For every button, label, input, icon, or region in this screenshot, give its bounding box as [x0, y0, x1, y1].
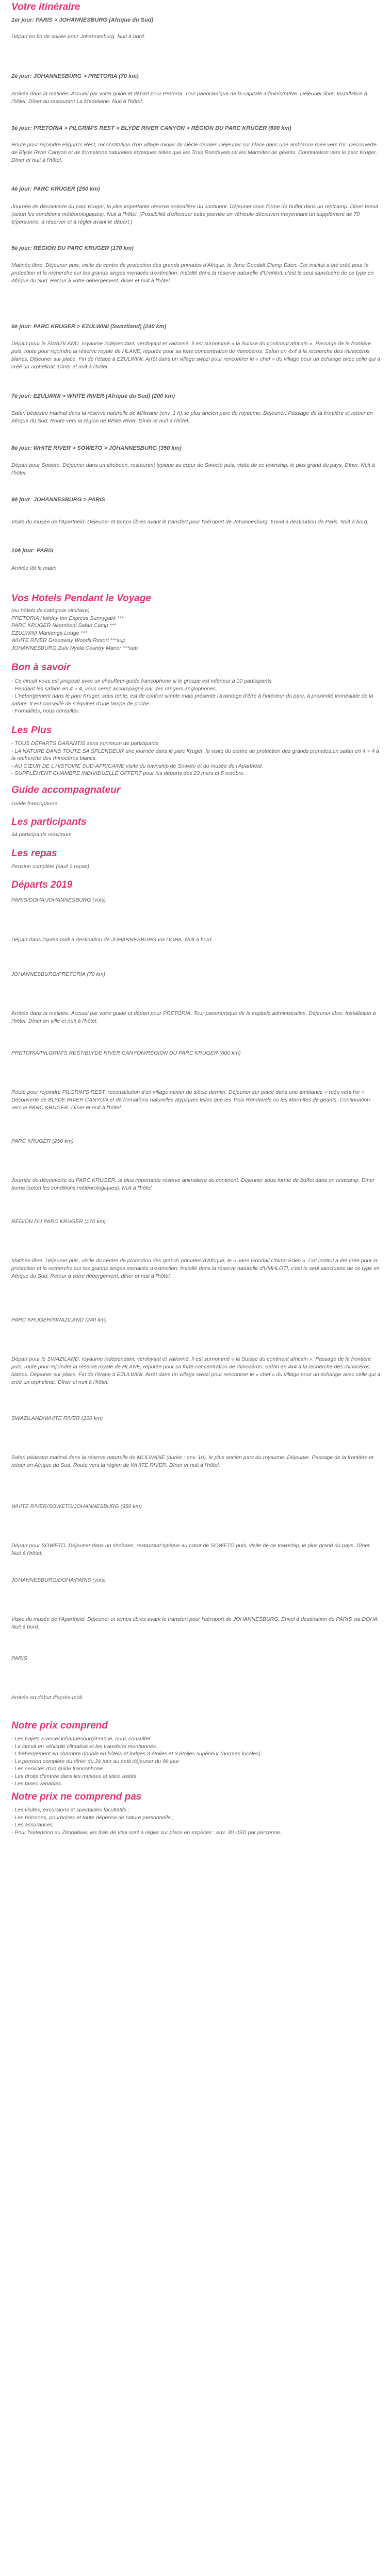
day-title: 9è jour: JOHANNESBURG > PARIS [11, 497, 105, 503]
day-title: 6è jour: PARC KRUGER > EZULWINI (Swaziland) (240 km) [11, 324, 167, 330]
hotels-note: (ou hôtels de catégorie similaire) [11, 607, 90, 614]
list-item: - Les visites, excursions et spectacles facultatifs ; [11, 1807, 129, 1813]
participants-text: 34 participants maximum [11, 832, 72, 838]
departure-entry-title: PARC KRUGER/SWAZILAND (240 km) [11, 1317, 107, 1323]
day-text: Journée de découverte du parc Kruger, la plus importante réserve animalière du continent. Déjeuner sous forme de buffet dans un restcamp. Dîner boma (selon les conditions météorologiques). Nuit à l'hôtel. (Possibilité d'effectuer cette journée en véhicule découvert moyennant un supplément de 70 €/personne, à réserver et à régler avant le départ.) [11, 204, 379, 225]
list-item: - Pendant les safaris en 4 × 4, vous serez accompagné par des rangers anglophones. [11, 685, 217, 692]
day-title: 8è jour: WHITE RIVER > SOWETO > JOHANNESBURG (350 km) [11, 445, 182, 451]
day-text: Safari pédestre matinal dans la réserve naturelle de Mlilwane (env. 1 h), le plus ancien parc du royaume. Déjeuner. Passage de la frontière et retour en Afrique du Sud. Route vers la région de White River. Dîner et nuit à l'hôtel. [11, 410, 373, 424]
extras-list [11, 740, 381, 777]
list-item: - L'hébergement dans le parc Kruger, sous tente, est de confort simple mais présente l'avantage d'être à l'intérieur du parc, à proximité immédiate de la nature. Il est conseillé de s'équiper d'une lampe de poche. [11, 693, 373, 707]
list-item: - Les assurances. [11, 1822, 54, 1828]
day-title: 7è jour: EZULWINI > WHITE RIVER (Afrique du Sud) (200 km) [11, 393, 175, 399]
departure-entry-text: Safari pédestre matinal dans la réserve naturelle de MLILWANE (durée : env. 1h), le plus ancien parc du royaume. Déjeuner. Passage de la frontière et retour en Afrique du Sud. Route vers la région de WHITE RIVER. Dîner et nuit à l'hôtel. [11, 1454, 374, 1468]
departure-entry-text: Arrivée en début d'après-midi. [11, 1694, 84, 1701]
day-text: Arrivée tôt le matin. [11, 565, 58, 571]
list-item: - Formalités, nous consulter. [11, 708, 80, 714]
guide-title: Guide accompagnateur [11, 785, 121, 795]
departure-entry-title: JOHANNESBURG/PRETORIA (70 km) [11, 971, 106, 977]
list-item: - L'hébergement en chambre double en hôtels et lodges 3 étoiles et 3 étoiles supérieur (normes locales). [11, 1751, 262, 1757]
day-text: Route pour rejoindre Pilgrim's Rest, reconstitution d'un village minier du siècle dernier. Déjeuner sur place dans une ambiance ruée vers l'or. Découverte de Blyde River Canyon et de formations naturelles atypiques telles que les Trois Rondavels ou les Marmites de géants. Continuation vers le parc Kruger. Dîner et nuit à l'hôtel. [11, 142, 378, 163]
departure-entry-text: Matinée libre. Déjeuner puis, visite du centre de protection des grands primates d'Afrique, le « Jane Goodall Chimp Eden ». Cet institut a été créé pour la protection et la recherche sur les grands singes menacés d'extinction. Installé dans la réserve naturelle d'UMHLOTI, c'est le seul sanctuaire de ce type en Afrique du Sud. Retour à votre hébergement, dîner et nuit à l'hôtel. [11, 1258, 380, 1279]
departure-entry-title: RÉGION DU PARC KRUGER (170 km) [11, 1218, 106, 1225]
day-title: 4è jour: PARC KRUGER (250 km) [11, 186, 100, 192]
hotels-list [11, 607, 381, 652]
departure-entry-title: PARIS/DOHA/JOHANNESBURG (vols) [11, 897, 106, 903]
departure-entry-text: Arrivée dans la matinée. Accueil par votre guide et départ pour PRETORIA. Tour panoramique de la capitale administrative. Déjeuner libre. Installation à l'hôtel. Dîner en ville et nuit à l'hôtel. [11, 1010, 376, 1024]
included-list [11, 1735, 381, 1788]
meals-text: Pension complète (sauf 2 repas) [11, 863, 90, 870]
hotel-item: EZULWINI Mantenga Lodge *** [11, 630, 87, 636]
guide-text: Guide francophone [11, 801, 58, 807]
hotel-item: PARC KRUGER Nkambeni Safari Camp *** [11, 622, 116, 629]
list-item: - Les trajets France/Johannesburg/France, nous consulter. [11, 1736, 152, 1742]
day-title: 5è jour: RÉGION DU PARC KRUGER (170 km) [11, 245, 134, 251]
not-included-title: Notre prix ne comprend pas [11, 1791, 142, 1802]
day-text: Arrivée dans la matinée. Accueil par votre guide et départ pour Pretoria. Tour panoramique de la capitale administrative. Déjeuner libre. Installation à l'hôtel. Dîner au restaurant La Madeleine. Nuit à l'hôtel. [11, 91, 367, 105]
hotels-title: Vos Hotels Pendant le Voyage [11, 593, 152, 604]
day-text: Visite du musée de l'Apartheid. Déjeuner et temps libres avant le transfert pour l'aéroport de Johannesburg. Envol à destination de Paris. Nuit à bord. [11, 519, 369, 525]
day-title: 10è jour: PARIS [11, 548, 54, 554]
list-item: - TOUS DÉPARTS GARANTIS sans minimum de participants [11, 740, 159, 747]
departure-entry-title: WHITE RIVER/SOWETO/JOHANNESBURG (350 km) [11, 1503, 142, 1510]
day-title: 2è jour: JOHANNESBURG > PRETORIA (70 km) [11, 73, 139, 79]
hotel-item: JOHANNESBURG Zulu Nyala Country Manor ***sup [11, 645, 138, 651]
list-item: - Pour l'extension au Zimbabwe, les frais de visa sont à régler sur place en espèces : env. 30 USD par personne. [11, 1829, 282, 1836]
list-item: - AU CŒUR DE L'HISTOIRE SUD-AFRICAINE visite du township de Soweto et du musée de l'Apartheid. [11, 762, 263, 769]
day-title: 1er jour: PARIS > JOHANNESBURG (Afrique du Sud) [11, 17, 154, 23]
good-to-know-list [11, 677, 381, 715]
list-item: - Les taxes variables. [11, 1781, 63, 1787]
departure-entry-title: PARC KRUGER (250 km) [11, 1138, 74, 1144]
extras-title: Les Plus [11, 725, 52, 736]
departure-entry-text: Départ pour SOWETO. Déjeuner dans un shebeen, restaurant typique au cœur de SOWETO puis, visite de ce township, le plus grand du pays. Dîner. Nuit à l'hôtel. [11, 1543, 371, 1556]
day-title: 3è jour: PRETORIA > PILGRIM'S REST > BLYDE RIVER CANYON > RÉGION DU PARC KRUGER (600 km) [11, 125, 291, 131]
itinerary-title: Votre itinéraire [11, 2, 80, 12]
departure-entry-text: Route pour rejoindre PILGRIM'S REST, reconstitution d'un village minier du siècle dernier. Déjeuner sur place dans une ambiance « ruée vers l'or ». Découverte de BLYDE RIVER CANYON et de formations naturelles atypiques telles que les Trois Rondavels ou les Marmites de géants. Continuation vers le PARC KRUGER. Dîner et nuit à l'hôtel. [11, 1089, 370, 1111]
list-item: - Ce circuit vous est proposé avec un chauffeur-guide francophone si le groupe est inférieur à 10 participants [11, 678, 272, 684]
departures-title: Départs 2019 [11, 879, 73, 890]
departure-entry-title: PARIS [11, 1655, 27, 1662]
meals-title: Les repas [11, 848, 57, 859]
departure-entry-text: Journée de découverte du PARC KRUGER, la plus importante réserve animalière du continent. Déjeuner sous forme de buffet dans un restcamp. Dîner boma (selon les conditions météorologiques). Nuit à l'hôtel. [11, 1177, 375, 1191]
list-item: - SUPPLÉMENT CHAMBRE INDIVIDUELLE OFFERT pour les départs des 23 mars et 5 octobre. [11, 770, 245, 776]
departure-entry-text: Départ pour le SWAZILAND, royaume indépendant, verdoyant et vallonné, il est surnommé « la Suisse du continent africain ». Passage de la frontière puis, route pour rejoindre la réserve royale de HLANE, réputée pour sa forte concentration de rhinocéros. Safari en 4x4 à la recherche des rhinocéros blancs. Déjeuner sur place. Fin de l'étape à EZULWINI. Arrêt dans un village swazi pour rencontrer le « chef » du village pour un échange avec celle qui a créé un orphelinat. Dîner et nuit à l'hôtel. [11, 1356, 381, 1385]
good-to-know-title: Bon à savoir [11, 662, 71, 673]
hotel-item: WHITE RIVER Greenway Woods Resort ***sup [11, 637, 126, 643]
list-item: - Les droits d'entrée dans les musées et sites visités. [11, 1773, 138, 1780]
departure-entry-title: SWAZILAND/WHITE RIVER (200 km) [11, 1415, 103, 1421]
day-text: Matinée libre. Déjeuner puis, visite du centre de protection des grands primates d'Afrique, le Jane Goodall Chimp Eden. Cet institut a été créé pour la protection et la recherche sur les grands singes menacés d'extinction. Installé dans la réserve naturelle d'Umhloti, c'est le seul sanctuaire de ce type en Afrique du Sud. Retour à votre hébergement, dîner et nuit à l'hôtel. [11, 262, 374, 284]
not-included-list [11, 1806, 381, 1836]
hotel-item: PRETORIA Holiday Inn Express Sunnypark *** [11, 615, 124, 621]
list-item: - Le circuit en véhicule climatisé et les transferts mentionnés. [11, 1743, 158, 1750]
list-item: - Les services d'un guide francophone. [11, 1766, 105, 1772]
included-title: Notre prix comprend [11, 1720, 108, 1731]
departure-entry-text: Visite du musée de l'Apartheid. Déjeuner et temps libres avant le transfert pour l'aéroport de JOHANNESBURG. Envol à destination de PARIS via DOHA. Nuit à bord. [11, 1616, 379, 1630]
day-text: Départ pour Soweto. Déjeuner dans un shebeen, restaurant typique au cœur de Soweto puis, visite de ce township, le plus grand du pays. Dîner. Nuit à l'hôtel. [11, 462, 375, 476]
participants-title: Les participants [11, 817, 87, 827]
departure-entry-title: PRETORIA/PILGRIM'S REST/BLYDE RIVER CANYON/RÉGION DU PARC KRUGER (600 km) [11, 1050, 241, 1056]
day-text: Départ en fin de soirée pour Johannesburg. Nuit à bord. [11, 33, 145, 40]
day-text: Départ pour le SWAZILAND, royaume indépendant, verdoyant et vallonné, il est surnommé « la Suisse du continent africain ». Passage de la frontière puis, route pour rejoindre la réserve royale de HLANE, réputée pour sa forte concentration de rhinocéros. Safari en 4x4 à la recherche des rhinocéros blancs. Déjeuner sur place. Fin de l'étape à EZULWINI. Arrêt dans un village swazi pour rencontrer le « chef » du village pour un échange avec celle qui a créé un orphelinat. Dîner et nuit à l'hôtel. [11, 341, 381, 370]
list-item: - La pension complète du dîner du 2è jour au petit déjeuner du 9è jour. [11, 1758, 181, 1765]
departure-entry-title: JOHANNESBURG/DOHA/PARIS (vols) [11, 1577, 106, 1583]
departure-entry-text: Départ dans l'après-midi à destination de JOHANNESBURG via DOHA. Nuit à bord. [11, 937, 213, 943]
list-item: - LA NATURE DANS TOUTE SA SPLENDEUR une journée dans le parc Kruger, la visite du centre de protection des grands primates,un safari en 4 × 4 à la recherche des rhinocéros blancs. [11, 748, 379, 761]
list-item: - Les boissons, pourboires et toute dépense de nature personnelle ; [11, 1814, 174, 1821]
